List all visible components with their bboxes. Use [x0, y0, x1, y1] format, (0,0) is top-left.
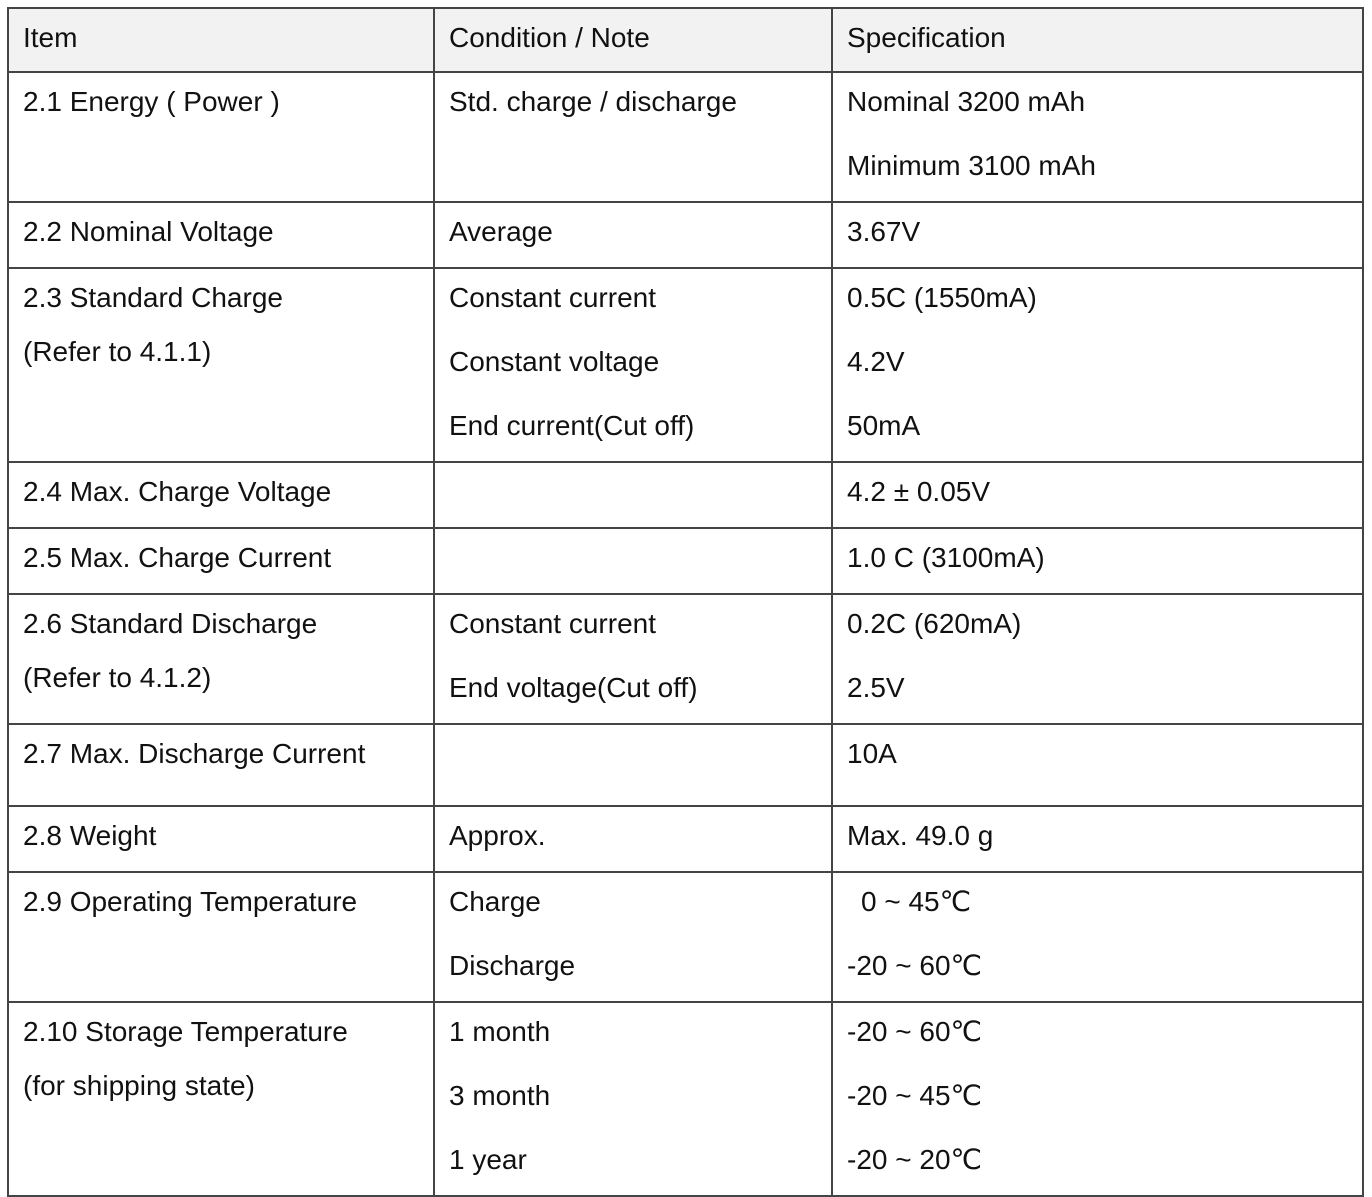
table-row: [8, 268, 1363, 462]
spec-text: -20 ~ 60℃: [847, 1016, 982, 1047]
spec-text: -20 ~ 60℃: [847, 950, 982, 981]
condition-text: End current(Cut off): [449, 410, 695, 441]
item-text: 2.9 Operating Temperature: [23, 886, 358, 917]
spec-text: 4.2 ± 0.05V: [847, 476, 991, 507]
spec-text: -20 ~ 20℃: [847, 1144, 982, 1175]
item-note-text: (for shipping state): [23, 1070, 255, 1101]
table-row: [8, 202, 1363, 268]
table-row: [8, 594, 1363, 724]
header-condition: Condition / Note: [434, 8, 832, 72]
spec-text: 0.5C (1550mA): [847, 282, 1037, 313]
header-item: Item: [8, 8, 434, 72]
item-text: 2.3 Standard Charge: [23, 282, 283, 313]
condition-cell: [434, 872, 832, 1002]
table-row: [8, 1002, 1363, 1196]
item-text: 2.2 Nominal Voltage: [23, 216, 274, 247]
header-specification: Specification: [832, 8, 1363, 72]
item-cell: [8, 462, 434, 528]
item-text: 2.5 Max. Charge Current: [23, 542, 332, 573]
item-text: 2.6 Standard Discharge: [23, 608, 318, 639]
condition-cell: [434, 72, 832, 202]
condition-text: Approx.: [449, 820, 546, 851]
item-cell: [8, 594, 434, 724]
condition-cell: [434, 1002, 832, 1196]
table-row: [8, 528, 1363, 594]
condition-text: Constant current: [449, 608, 656, 639]
item-cell: [8, 724, 434, 806]
condition-text: Constant voltage: [449, 346, 660, 377]
item-cell: [8, 806, 434, 872]
spec-text: 3.67V: [847, 216, 921, 247]
item-cell: [8, 872, 434, 1002]
item-text: 2.10 Storage Temperature: [23, 1016, 348, 1047]
spec-text: 0.2C (620mA): [847, 608, 1022, 639]
table-row: [8, 72, 1363, 202]
spec-cell: [832, 72, 1363, 202]
spec-text: Minimum 3100 mAh: [847, 150, 1096, 181]
item-cell: [8, 268, 434, 462]
item-cell: [8, 528, 434, 594]
condition-text: Std. charge / discharge: [449, 86, 737, 117]
specification-table: [7, 7, 1364, 1197]
spec-cell: [832, 872, 1363, 1002]
spec-text: 50mA: [847, 410, 921, 441]
condition-text: Constant current: [449, 282, 656, 313]
spec-text: 0 ~ 45℃: [861, 886, 972, 917]
spec-text: 4.2V: [847, 346, 905, 377]
spec-cell: [832, 594, 1363, 724]
spec-cell: [832, 528, 1363, 594]
spec-text: 10A: [847, 738, 897, 769]
table-row: [8, 872, 1363, 1002]
condition-cell: [434, 806, 832, 872]
spec-cell: [832, 202, 1363, 268]
condition-text: 1 month: [449, 1016, 551, 1047]
table-header-row: [8, 8, 1363, 72]
spec-text: Max. 49.0 g: [847, 820, 994, 851]
item-text: 2.8 Weight: [23, 820, 157, 851]
item-note-text: (Refer to 4.1.2): [23, 662, 212, 693]
condition-cell: [434, 268, 832, 462]
condition-text: 1 year: [449, 1144, 527, 1175]
condition-text: 3 month: [449, 1080, 551, 1111]
condition-text: Average: [449, 216, 553, 247]
item-cell: [8, 72, 434, 202]
condition-text: Discharge: [449, 950, 576, 981]
table-row: [8, 724, 1363, 806]
spec-cell: [832, 462, 1363, 528]
spec-cell: [832, 1002, 1363, 1196]
condition-cell: [434, 462, 832, 528]
condition-text: Charge: [449, 886, 541, 917]
condition-text: End voltage(Cut off): [449, 672, 698, 703]
spec-cell: [832, 268, 1363, 462]
condition-cell: [434, 202, 832, 268]
condition-cell: [434, 724, 832, 806]
item-cell: [8, 1002, 434, 1196]
item-cell: [8, 202, 434, 268]
item-text: 2.1 Energy ( Power ): [23, 86, 280, 117]
condition-cell: [434, 594, 832, 724]
condition-cell: [434, 528, 832, 594]
spec-text: 1.0 C (3100mA): [847, 542, 1045, 573]
spec-text: -20 ~ 45℃: [847, 1080, 982, 1111]
item-note-text: (Refer to 4.1.1): [23, 336, 212, 367]
table-row: [8, 462, 1363, 528]
item-text: 2.4 Max. Charge Voltage: [23, 476, 332, 507]
spec-cell: [832, 724, 1363, 806]
item-text: 2.7 Max. Discharge Current: [23, 738, 366, 769]
spec-text: 2.5V: [847, 672, 905, 703]
spec-text: Nominal 3200 mAh: [847, 86, 1086, 117]
spec-cell: [832, 806, 1363, 872]
table-row: [8, 806, 1363, 872]
